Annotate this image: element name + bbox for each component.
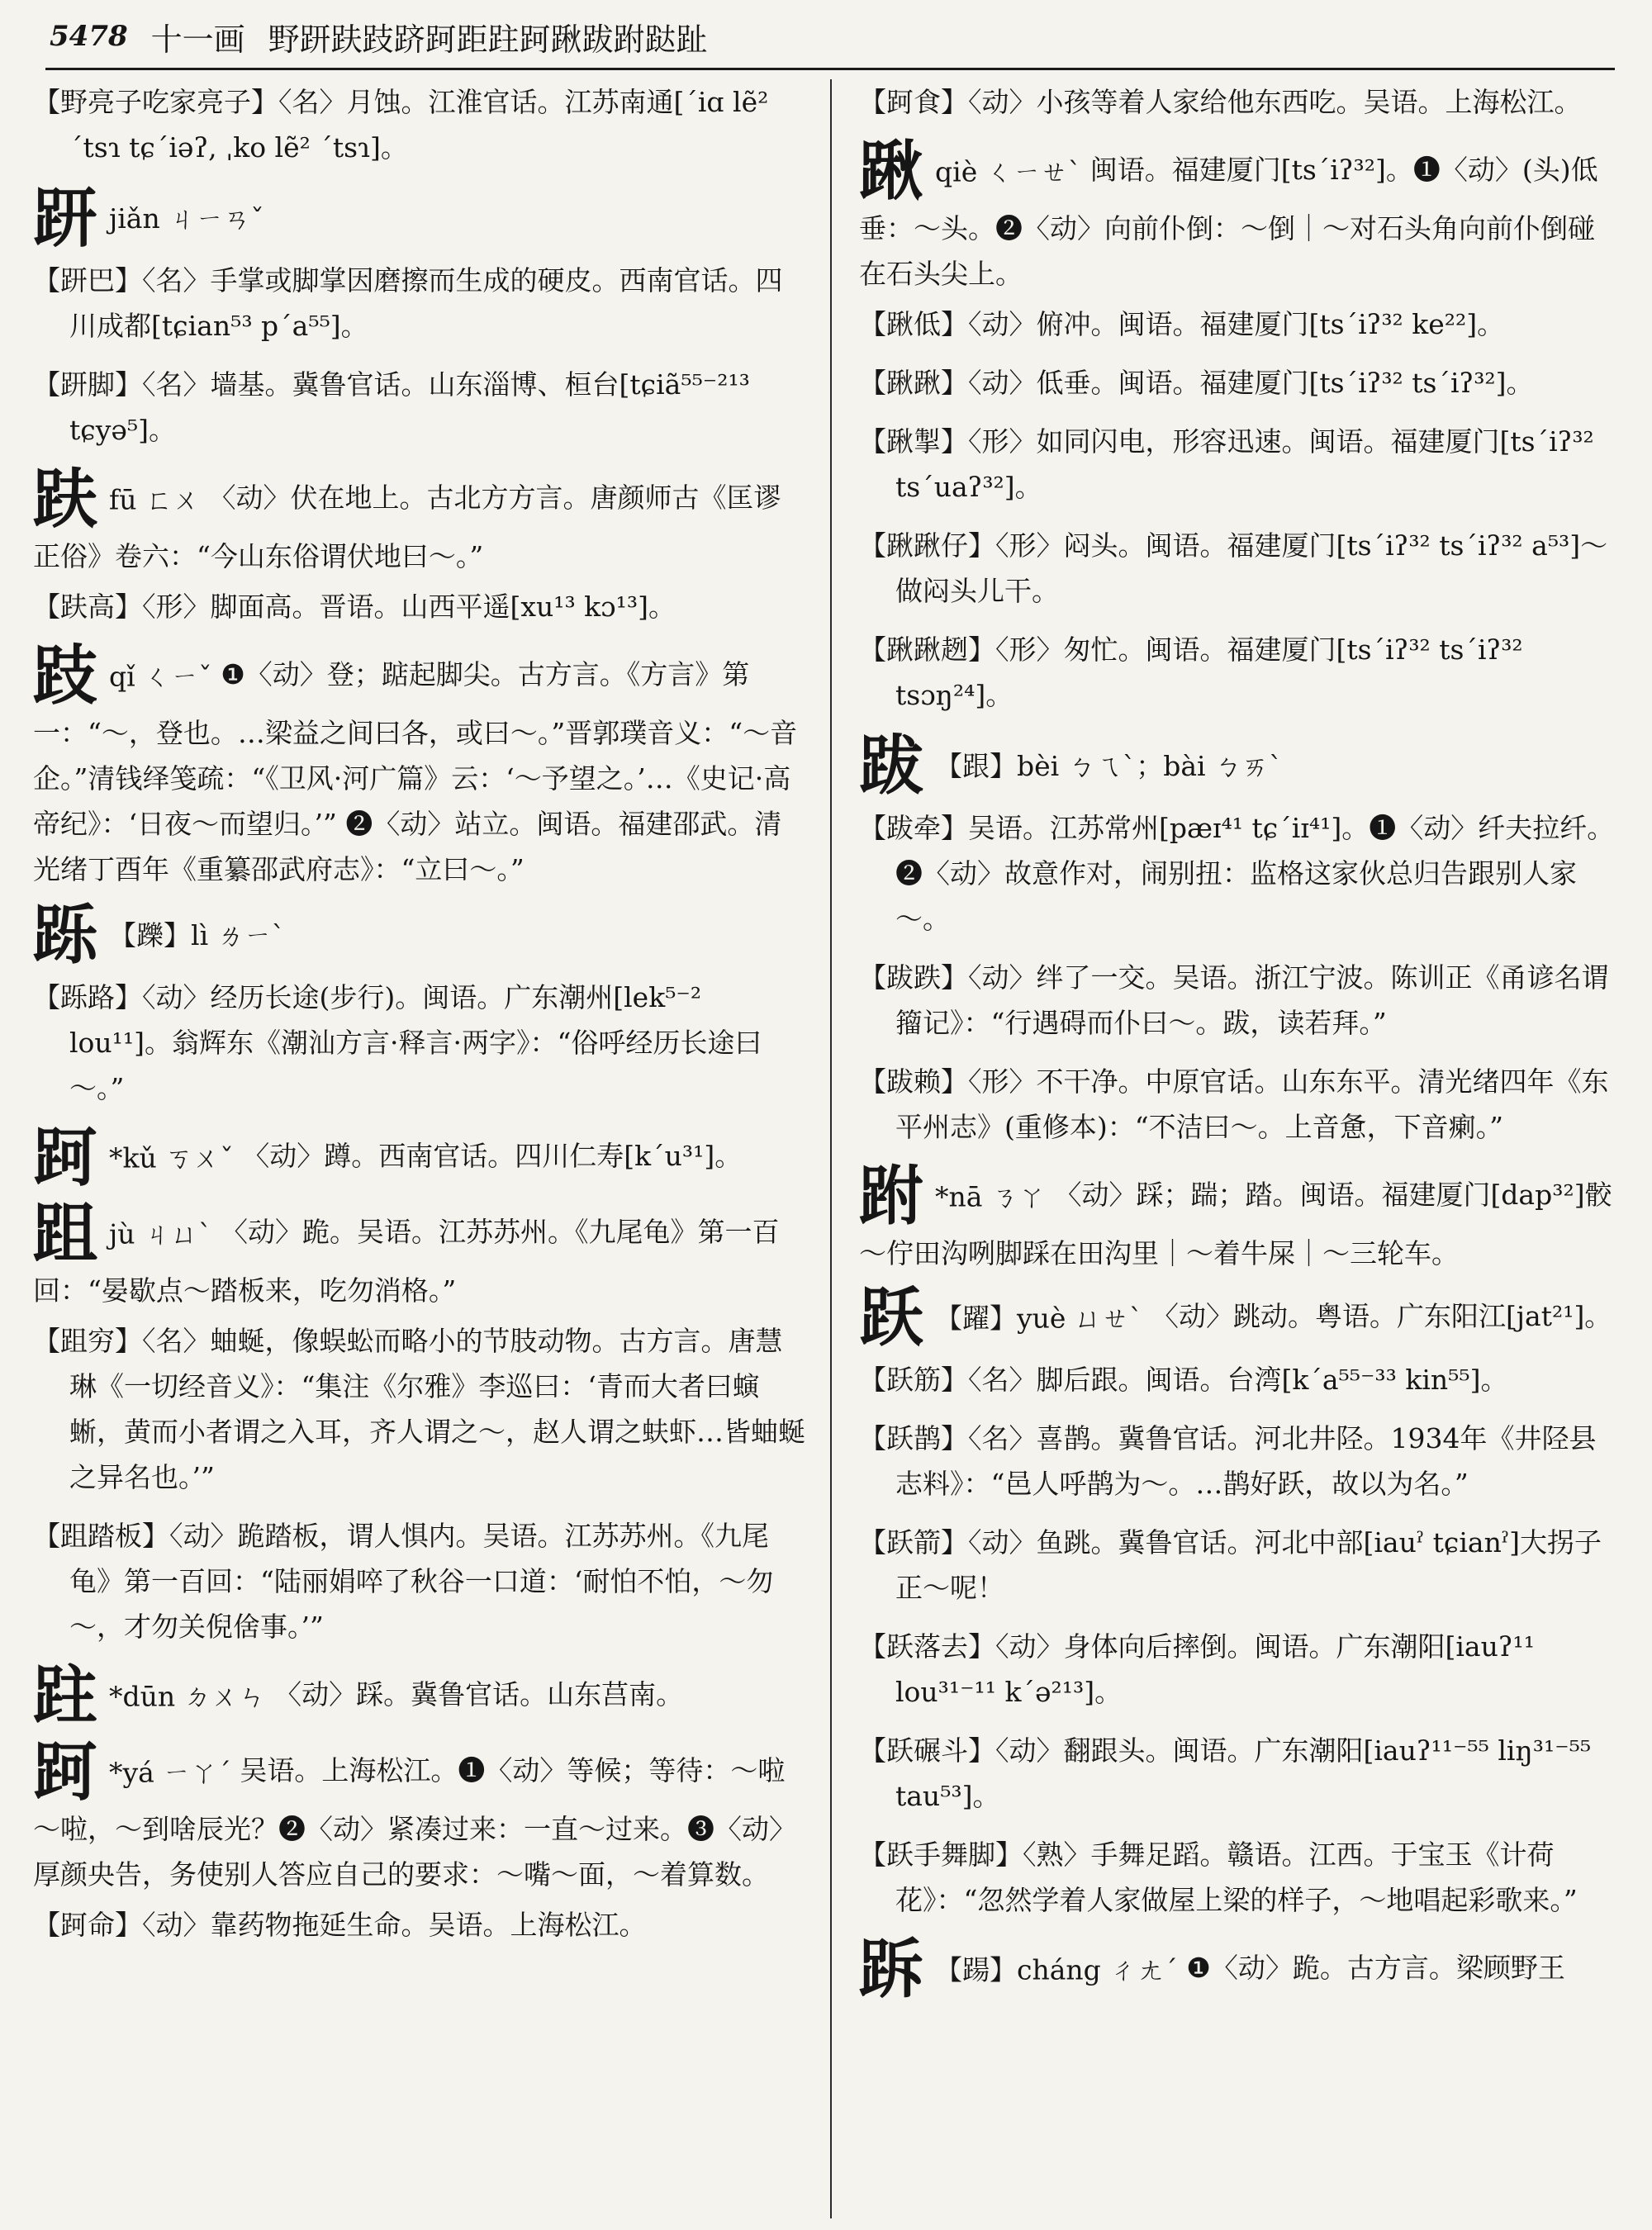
pronunciation: *dūn ㄉㄨㄣ bbox=[109, 1680, 266, 1713]
word-entry: 【趼巴】〈名〉手掌或脚掌因磨擦而生成的硬皮。西南官话。四川成都[tɕian⁵³ pˊa⁵⁵]。 bbox=[33, 264, 783, 342]
pronunciation: fū ㄈㄨ bbox=[109, 483, 200, 516]
character-entry bbox=[33, 181, 805, 256]
definition-text: ❶〈动〉登；踮起脚尖。古方言。《方言》第一：“～，登也。…梁益之间曰各，或曰～。”晋郭璞音义：“～音企。”清钱绎笺疏：“《卫风·河广篇》云：‘～予望之。’…《史记·高帝纪》：‘日夜～而望归。’” ❷〈动〉站立。闽语。福建邵武。清光绪丁酉年《重纂邵武府志》：“立曰～。” bbox=[33, 658, 798, 885]
word-entry: 【踿踿趔】〈形〉匆忙。闽语。福建厦门[tsˊiʔ³² tsˊiʔ³² tsɔŋ²⁴]。 bbox=[859, 633, 1523, 711]
headword-character: 踿 bbox=[859, 134, 924, 209]
headword-character: 跒 bbox=[33, 1734, 98, 1810]
pronunciation: qiè ㄑㄧㄝˋ bbox=[935, 155, 1082, 188]
header-characters: 野趼趺跂跻跒距跓跒踿跋跗跶趾 bbox=[268, 21, 708, 58]
character-entry bbox=[33, 1658, 805, 1734]
word-entry: 【跋跌】〈动〉绊了一交。吴语。浙江宁波。陈训正《甬谚名谓籀记》：“行遇碍而仆曰～。跋，读若拜。” bbox=[859, 961, 1609, 1039]
pronunciation: jiǎn ㄐㄧㄢˇ bbox=[109, 202, 264, 235]
header-rule bbox=[45, 68, 1615, 70]
character-entry bbox=[33, 898, 805, 973]
word-entry: 【野亮子吃家亮子】〈名〉月蚀。江淮官话。江苏南通[ˊiɑ lẽ² ˊtsɿ tɕˊiəʔ, ˌko lẽ² ˊtsɿ]。 bbox=[33, 86, 769, 164]
character-entry bbox=[859, 1280, 1615, 1355]
definition-text: 〈动〉踩。冀鲁官话。山东莒南。 bbox=[274, 1678, 684, 1710]
pronunciation: 【踼】cháng ㄔㄤˊ bbox=[935, 1953, 1178, 1986]
word-entry: 【跃碾斗】〈动〉翻跟头。闽语。广东潮阳[iauʔ¹¹⁻⁵⁵ liŋ³¹⁻⁵⁵ tau⁵³]。 bbox=[859, 1734, 1592, 1812]
definition-text: 吴语。上海松江。❶〈动〉等候；等待：～啦～啦，～到啥辰光？❷〈动〉紧凑过来：一直～过来。❸〈动〉厚颜央告，务使别人答应自己的要求：～嘴～面，～着算数。 bbox=[33, 1754, 796, 1891]
character-entry bbox=[33, 1196, 805, 1313]
word-entry: 【跃筋】〈名〉脚后跟。闽语。台湾[kˊa⁵⁵⁻³³ kin⁵⁵]。 bbox=[859, 1364, 1508, 1396]
definition-text: 〈动〉跳动。粤语。广东阳江[jat²¹]。 bbox=[1151, 1300, 1612, 1332]
word-entry: 【踿踿】〈动〉低垂。闽语。福建厦门[tsˊiʔ³² tsˊiʔ³²]。 bbox=[859, 367, 1534, 399]
word-entry: 【踿掣】〈形〉如同闪电，形容迅速。闽语。福建厦门[tsˊiʔ³² tsˊuaʔ³²]。 bbox=[859, 425, 1594, 503]
headword-character: 跂 bbox=[33, 638, 98, 714]
word-entry: 【跒食】〈动〉小孩等着人家给他东西吃。吴语。上海松江。 bbox=[859, 86, 1582, 118]
word-entry: 【跙踏板】〈动〉跪踏板，谓人惧内。吴语。江苏苏州。《九尾龟》第一百回：“陆丽娟啐了秋谷一口道：‘耐怕不怕，～勿～，才勿关倪倽事。’” bbox=[33, 1520, 774, 1643]
pronunciation: 【跟】bèi ㄅㄟˋ；bài ㄅㄞˋ bbox=[935, 750, 1283, 782]
headword-character: 趼 bbox=[33, 181, 98, 256]
pronunciation: qǐ ㄑㄧˇ bbox=[109, 660, 212, 693]
character-entry bbox=[859, 728, 1615, 804]
headword-character: 跓 bbox=[33, 1658, 98, 1734]
headword-character: 跅 bbox=[859, 1932, 924, 2007]
left-column bbox=[33, 79, 805, 2218]
page-number: 5478 bbox=[50, 20, 128, 53]
pronunciation: 【躍】yuè ㄩㄝˋ bbox=[935, 1302, 1143, 1335]
pronunciation: *yá ㄧㄚˊ bbox=[109, 1756, 231, 1789]
headword-character: 跞 bbox=[33, 898, 98, 973]
pronunciation: *nā ㄋㄚ bbox=[935, 1180, 1046, 1213]
definition-text: 闽语。福建厦门[tsˊiʔ³²]。❶〈动〉(头)低垂：～头。❷〈动〉向前仆倒：～倒｜～对石头角向前仆倒碰在石头尖上。 bbox=[859, 154, 1598, 290]
word-entry: 【跒命】〈动〉靠药物拖延生命。吴语。上海松江。 bbox=[33, 1909, 647, 1941]
pronunciation: jù ㄐㄩˋ bbox=[109, 1217, 212, 1250]
word-entry: 【踿低】〈动〉俯冲。闽语。福建厦门[tsˊiʔ³² ke²²]。 bbox=[859, 308, 1505, 340]
headword-character: 跒 bbox=[33, 1120, 98, 1195]
word-entry: 【踿踿仔】〈形〉闷头。闽语。福建厦门[tsˊiʔ³² tsˊiʔ³² a⁵³]～做闷头儿干。 bbox=[859, 529, 1608, 607]
word-entry: 【趺高】〈形〉脚面高。晋语。山西平遥[xu¹³ kɔ¹³]。 bbox=[33, 591, 676, 623]
headword-character: 跙 bbox=[33, 1196, 98, 1271]
right-column bbox=[859, 79, 1615, 2218]
definition-text: 〈动〉蹲。西南官话。四川仁寿[kˊu³¹]。 bbox=[242, 1140, 743, 1172]
pronunciation: 【躒】lì ㄌㄧˋ bbox=[109, 919, 286, 951]
word-entry: 【跋牵】吴语。江苏常州[pæɪ⁴¹ tɕˊiɪ⁴¹]。❶〈动〉纤夫拉纤。❷〈动〉故意作对，闹别扭：监格这家伙总归告跟别人家～。 bbox=[859, 812, 1615, 935]
character-entry bbox=[33, 462, 805, 579]
definition-text: 〈动〉伏在地上。古北方方言。唐颜师古《匡谬正俗》卷六：“今山东俗谓伏地曰～。” bbox=[33, 482, 781, 572]
word-entry: 【跃箭】〈动〉鱼跳。冀鲁官话。河北中部[iauˀ tɕianˀ]大拐子正～呢！ bbox=[859, 1526, 1602, 1604]
character-entry bbox=[859, 1159, 1615, 1276]
stroke-count: 十一画 bbox=[150, 21, 245, 58]
character-entry bbox=[33, 1120, 805, 1195]
definition-text: 〈动〉踩；踹；踏。闽语。福建厦门[dap³²]骹～佇田沟咧脚踩在田沟里｜～着牛屎｜～三轮车。 bbox=[859, 1179, 1612, 1269]
character-entry bbox=[859, 134, 1615, 297]
character-entry bbox=[859, 1932, 1615, 2007]
character-entry bbox=[33, 1734, 805, 1897]
word-entry: 【跃手舞脚】〈熟〉手舞足蹈。赣语。江西。于宝玉《计荷花》：“忽然学着人家做屋上梁的样子，～地唱起彩歌来。” bbox=[859, 1839, 1578, 1916]
headword-character: 趺 bbox=[33, 462, 98, 537]
headword-character: 跗 bbox=[859, 1159, 924, 1234]
word-entry: 【跞路】〈动〉经历长途(步行)。闽语。广东潮州[lek⁵⁻² lou¹¹]。翁辉东《潮汕方言·释言·两字》：“俗呼经历长途曰～。” bbox=[33, 981, 762, 1104]
word-entry: 【趼脚】〈名〉墙基。冀鲁官话。山东淄博、桓台[tɕiã⁵⁵⁻²¹³ tɕyə⁵]。 bbox=[33, 368, 750, 446]
word-entry: 【跋赖】〈形〉不干净。中原官话。山东东平。清光绪四年《东平州志》(重修本)：“不洁曰～。上音惫，下音瘌。” bbox=[859, 1065, 1609, 1143]
word-entry: 【跃落去】〈动〉身体向后摔倒。闽语。广东潮阳[iauʔ¹¹ lou³¹⁻¹¹ kˊə²¹³]。 bbox=[859, 1630, 1536, 1708]
headword-character: 跋 bbox=[859, 728, 924, 804]
character-entry bbox=[33, 638, 805, 892]
definition-text: 〈动〉跪。吴语。江苏苏州。《九尾龟》第一百回：“晏歇点～踏板来，吃勿消格。” bbox=[33, 1216, 780, 1307]
definition-text: ❶〈动〉跪。古方言。梁顾野王 bbox=[1186, 1952, 1565, 1984]
page-header bbox=[50, 12, 1602, 61]
word-entry: 【跃鹊】〈名〉喜鹊。冀鲁官话。河北井陉。1934年《井陉县志料》：“邑人呼鹊为～。…鹊好跃，故以为名。” bbox=[859, 1422, 1597, 1500]
pronunciation: *kǔ ㄎㄨˇ bbox=[109, 1141, 234, 1174]
headword-character: 跃 bbox=[859, 1280, 924, 1355]
column-divider bbox=[830, 79, 832, 2218]
word-entry: 【跙穷】〈名〉蚰蜒，像蜈蚣而略小的节肢动物。古方言。唐慧琳《一切经音义》：“集注《尔雅》李巡曰：‘青而大者曰螾蜥，黄而小者谓之入耳，齐人谓之～，赵人谓之蚨虾…皆蚰蜒之异名也。’” bbox=[33, 1325, 805, 1493]
